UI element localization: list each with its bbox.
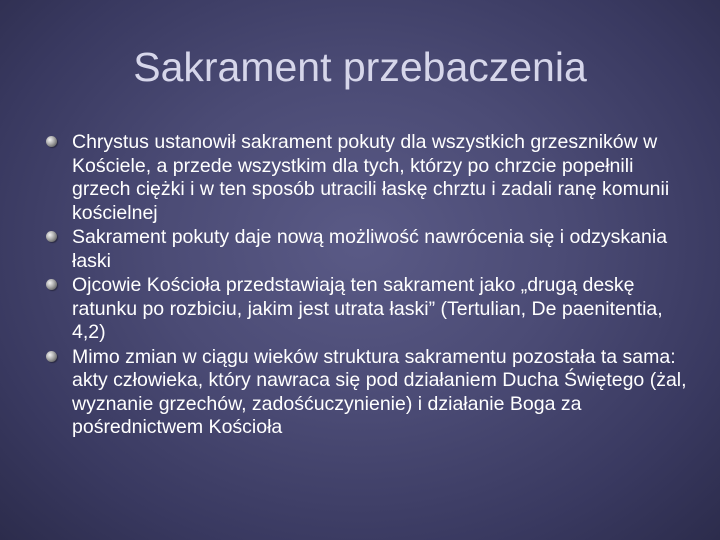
list-item	[46, 274, 696, 345]
bullet-text: Ojcowie Kościoła przedstawiają ten sakrament jako „drugą deskę ratunku po rozbiciu, jakim jest utrata łaski” (Tertulian, De paenitentia, 4,2)	[72, 274, 663, 343]
bullet-text: Sakrament pokuty daje nową możliwość nawrócenia się i odzyskania łaski	[72, 226, 668, 272]
bullet-icon	[46, 279, 57, 290]
bullet-list	[46, 131, 696, 441]
bullet-text: Mimo zmian w ciągu wieków struktura sakramentu pozostała ta sama: akty człowieka, który nawraca się pod działaniem Ducha Świętego (żal, wyznanie grzechów, zadośćuczynienie) i działanie Boga za pośrednictwem Kościoła	[72, 345, 687, 438]
bullet-icon	[46, 231, 57, 242]
bullet-icon	[46, 136, 57, 147]
list-item	[46, 346, 696, 440]
bullet-icon	[46, 351, 57, 362]
list-item	[46, 226, 696, 273]
bullet-text: Chrystus ustanowił sakrament pokuty dla wszystkich grzeszników w Kościele, a przede wszystkim dla tych, którzy po chrzcie popełnili grzech ciężki i w ten sposób utracili łaskę chrztu i zadali ranę komunii kościelnej	[72, 131, 670, 224]
slide-title: Sakrament przebaczenia	[133, 44, 587, 90]
list-item	[46, 131, 696, 225]
